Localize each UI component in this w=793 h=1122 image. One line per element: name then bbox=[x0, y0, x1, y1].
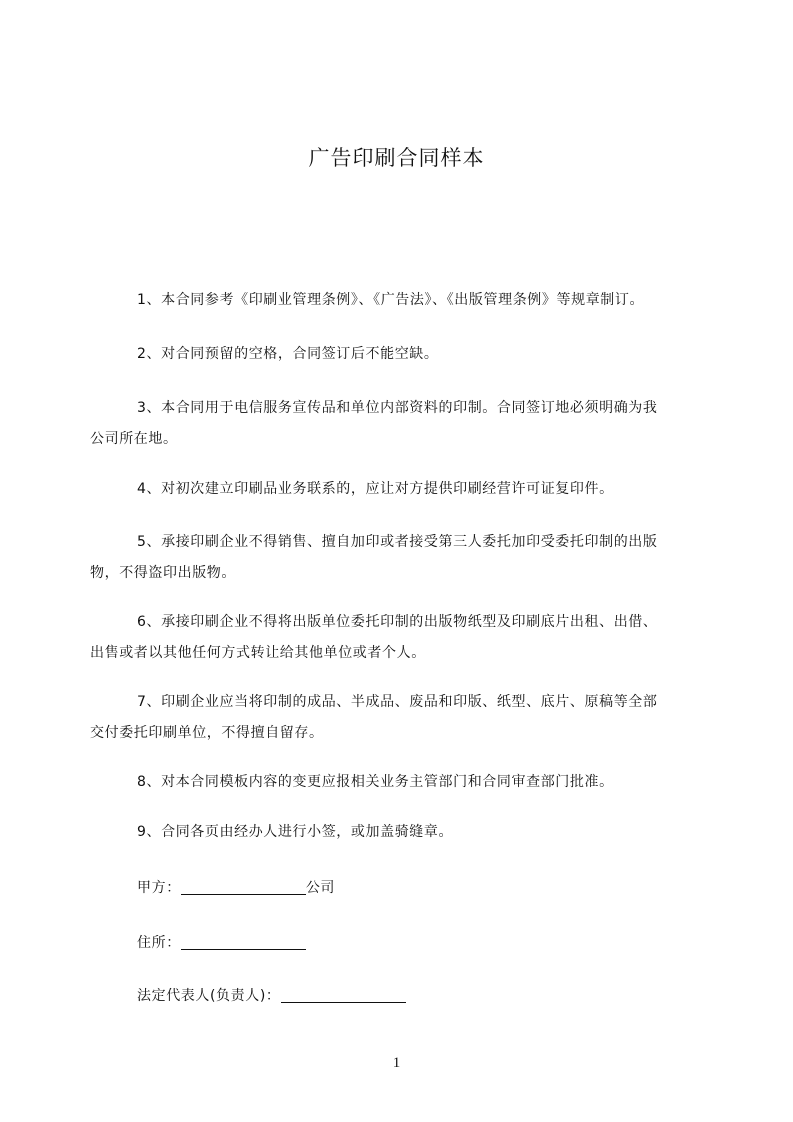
page-number: 1 bbox=[392, 1055, 401, 1071]
clause-line: 交付委托印刷单位，不得擅自留存。 bbox=[90, 725, 324, 741]
address-field bbox=[137, 933, 306, 953]
clause-line: 物，不得盗印出版物。 bbox=[90, 565, 236, 581]
clause-5 bbox=[90, 527, 722, 589]
party-a-blank[interactable] bbox=[181, 878, 306, 895]
document-title: 广告印刷合同样本 bbox=[308, 146, 485, 170]
clause-line: 公司所在地。 bbox=[90, 431, 178, 447]
clause-line: 4、对初次建立印刷品业务联系的，应让对方提供印刷经营许可证复印件。 bbox=[137, 481, 614, 497]
clause-8 bbox=[90, 767, 722, 798]
party-a-label: 甲方： bbox=[137, 880, 181, 896]
clause-line: 1、本合同参考《印刷业管理条例》、《广告法》、《出版管理条例》等规章制订。 bbox=[137, 292, 645, 308]
clause-line: 出售或者以其他任何方式转让给其他单位或者个人。 bbox=[90, 645, 426, 661]
clause-line: 7、印刷企业应当将印制的成品、半成品、废品和印版、纸型、底片、原稿等全部 bbox=[137, 694, 658, 710]
legal-rep-field bbox=[137, 986, 406, 1006]
party-a-suffix: 公司 bbox=[305, 880, 336, 896]
address-blank[interactable] bbox=[181, 933, 306, 950]
legal-rep-blank[interactable] bbox=[281, 986, 406, 1003]
clause-line: 9、合同各页由经办人进行小签，或加盖骑缝章。 bbox=[137, 824, 454, 840]
clause-3 bbox=[90, 393, 722, 455]
address-label: 住所： bbox=[137, 935, 181, 951]
clause-line: 5、承接印刷企业不得销售、擅自加印或者接受第三人委托加印受委托印制的出版 bbox=[137, 534, 658, 550]
clause-2 bbox=[90, 339, 722, 370]
clause-7 bbox=[90, 687, 722, 749]
party-a-field bbox=[137, 878, 335, 898]
clause-line: 2、对合同预留的空格，合同签订后不能空缺。 bbox=[137, 346, 439, 362]
clause-9 bbox=[90, 817, 722, 848]
clause-1 bbox=[90, 285, 722, 316]
clause-line: 8、对本合同模板内容的变更应报相关业务主管部门和合同审查部门批准。 bbox=[137, 774, 614, 790]
legal-rep-label: 法定代表人(负责人)： bbox=[137, 988, 281, 1004]
clause-line: 3、本合同用于电信服务宣传品和单位内部资料的印制。合同签订地必须明确为我 bbox=[137, 400, 658, 416]
clause-4 bbox=[90, 474, 722, 505]
clause-line: 6、承接印刷企业不得将出版单位委托印制的出版物纸型及印刷底片出租、出借、 bbox=[137, 614, 658, 630]
clause-6 bbox=[90, 607, 722, 669]
